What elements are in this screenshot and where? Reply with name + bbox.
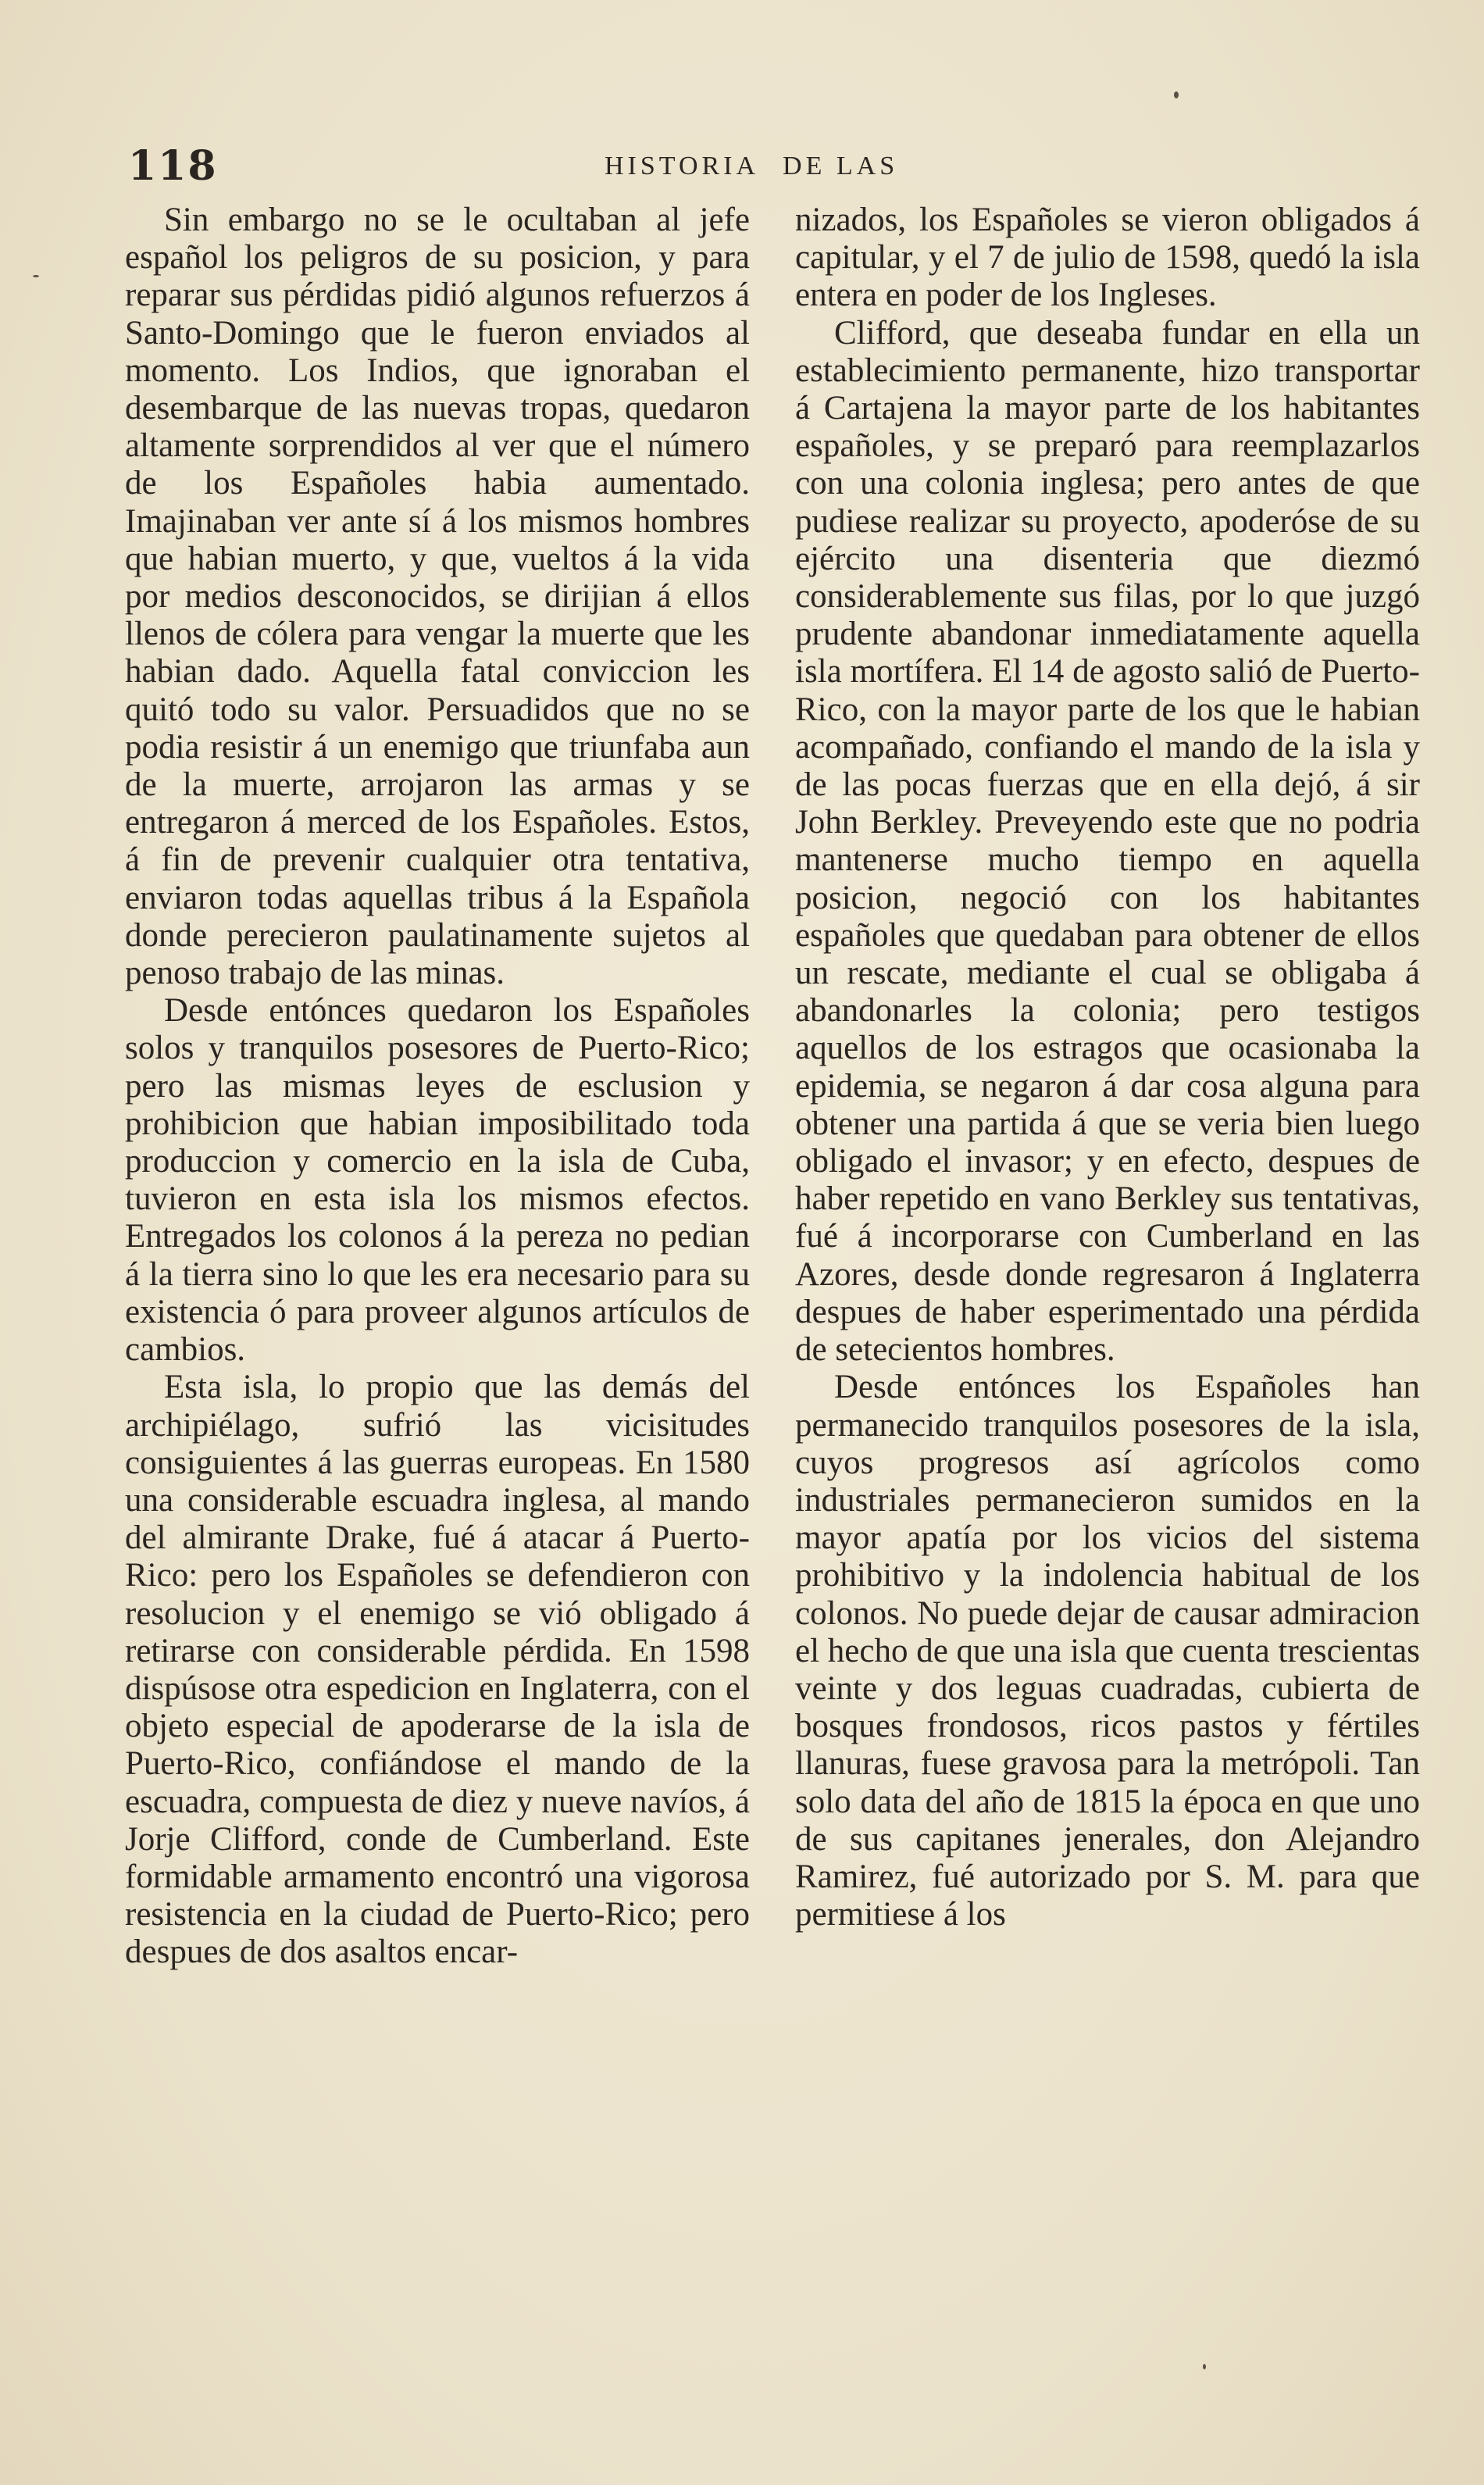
running-head: [128, 142, 1432, 189]
left-paragraph-2: Desde entónces quedaron los Españoles solos y tranquilos posesores de Puerto-Rico; pero las mismas leyes de esclusion y prohibicion que habian imposibilitado toda produccion y comercio en la isla de Cuba, tuvieron en esta isla los mismos efectos. Entregados los colonos á la pereza no pedian á la tierra sino lo que les era necesario para su existencia ó para proveer algunos artículos de cambios.: [125, 992, 750, 1369]
left-column: [125, 202, 750, 1972]
running-title-word-2: DE LAS: [783, 152, 899, 180]
right-paragraph-1: nizados, los Españoles se vieron obligados á capitular, y el 7 de julio de 1598, quedó la isla entera en poder de los Ingleses.: [795, 202, 1420, 314]
paper-speck: [1203, 2364, 1206, 2369]
left-paragraph-1: Sin embargo no se le ocultaban al jefe español los peligros de su posicion, y para reparar sus pérdidas pidió algunos refuerzos á Santo-Domingo que le fueron enviados al momento. Los Indios, que ignoraban el desembarque de las nuevas tropas, quedaron altamente sorprendidos al ver que el número de los Españoles habia aumentado. Imajinaban ver ante sí á los mismos hombres que habian muerto, y que, vueltos á la vida por medios desconocidos, se dirijian á ellos llenos de cólera para vengar la muerte que les habian dado. Aquella fatal conviccion les quitó todo su valor. Persuadidos que no se podia resistir á un enemigo que triunfaba aun de la muerte, arrojaron las armas y se entregaron á merced de los Españoles. Estos, á fin de prevenir cualquier otra tentativa, enviaron todas aquellas tribus á la Española donde perecieron paulatinamente sujetos al penoso trabajo de las minas.: [125, 202, 750, 992]
running-title: [605, 152, 922, 181]
paper-speck: [1174, 91, 1179, 98]
right-column: [795, 202, 1420, 1933]
left-paragraph-3: Esta isla, lo propio que las demás del archipiélago, sufrió las vicisitudes consiguientes á las guerras europeas. En 1580 una considerable escuadra inglesa, al mando del almirante Drake, fué á atacar á Puerto-Rico: pero los Españoles se defendieron con resolucion y el enemigo se vió obligado á retirarse con considerable pérdida. En 1598 dispúsose otra espedicion en Inglaterra, con el objeto especial de apoderarse de la isla de Puerto-Rico, confiándose el mando de la escuadra, compuesta de diez y nueve navíos, á Jorje Clifford, conde de Cumberland. Este formidable armamento encontró una vigorosa resistencia en la ciudad de Puerto-Rico; pero despues de dos asaltos encar-: [125, 1369, 750, 1971]
right-paragraph-3: Desde entónces los Españoles han permanecido tranquilos posesores de la isla, cuyos progresos así agrícolos como industriales permanecieron sumidos en la mayor apatía por los vicios del sistema prohibitivo y la indolencia habitual de los colonos. No puede dejar de causar admiracion el hecho de que una isla que cuenta trescientas veinte y dos leguas cuadradas, cubierta de bosques frondosos, ricos pastos y fértiles llanuras, fuese gravosa para la metrópoli. Tan solo data del año de 1815 la época en que uno de sus capitanes jenerales, don Alejandro Ramirez, fué autorizado por S. M. para que permitiese á los: [795, 1369, 1420, 1933]
paper-speck: [33, 275, 39, 277]
right-paragraph-2: Clifford, que deseaba fundar en ella un establecimiento permanente, hizo transportar á Cartajena la mayor parte de los habitantes españoles, y se preparó para reemplazarlos con una colonia inglesa; pero antes de que pudiese realizar su proyecto, apoderóse de su ejército una disenteria que diezmó considerablemente sus filas, por lo que juzgó prudente abandonar inmediatamente aquella isla mortífera. El 14 de agosto salió de Puerto-Rico, con la mayor parte de los que le habian acompañado, confiando el mando de la isla y de las pocas fuerzas que en ella dejó, á sir John Berkley. Preveyendo este que no podria mantenerse mucho tiempo en aquella posicion, negoció con los habitantes españoles que quedaban para obtener de ellos un rescate, mediante el cual se obligaba á abandonarles la colonia; pero testigos aquellos de los estragos que ocasionaba la epidemia, se negaron á dar cosa alguna para obtener una partida á que se veria bien luego obligado el invasor; y en efecto, despues de haber repetido en vano Berkley sus tentativas, fué á incorporarse con Cumberland en las Azores, desde donde regresaron á Inglaterra despues de haber esperimentado una pérdida de setecientos hombres.: [795, 314, 1420, 1369]
page-number: 118: [128, 142, 218, 190]
running-title-word-1: HISTORIA: [605, 152, 760, 180]
